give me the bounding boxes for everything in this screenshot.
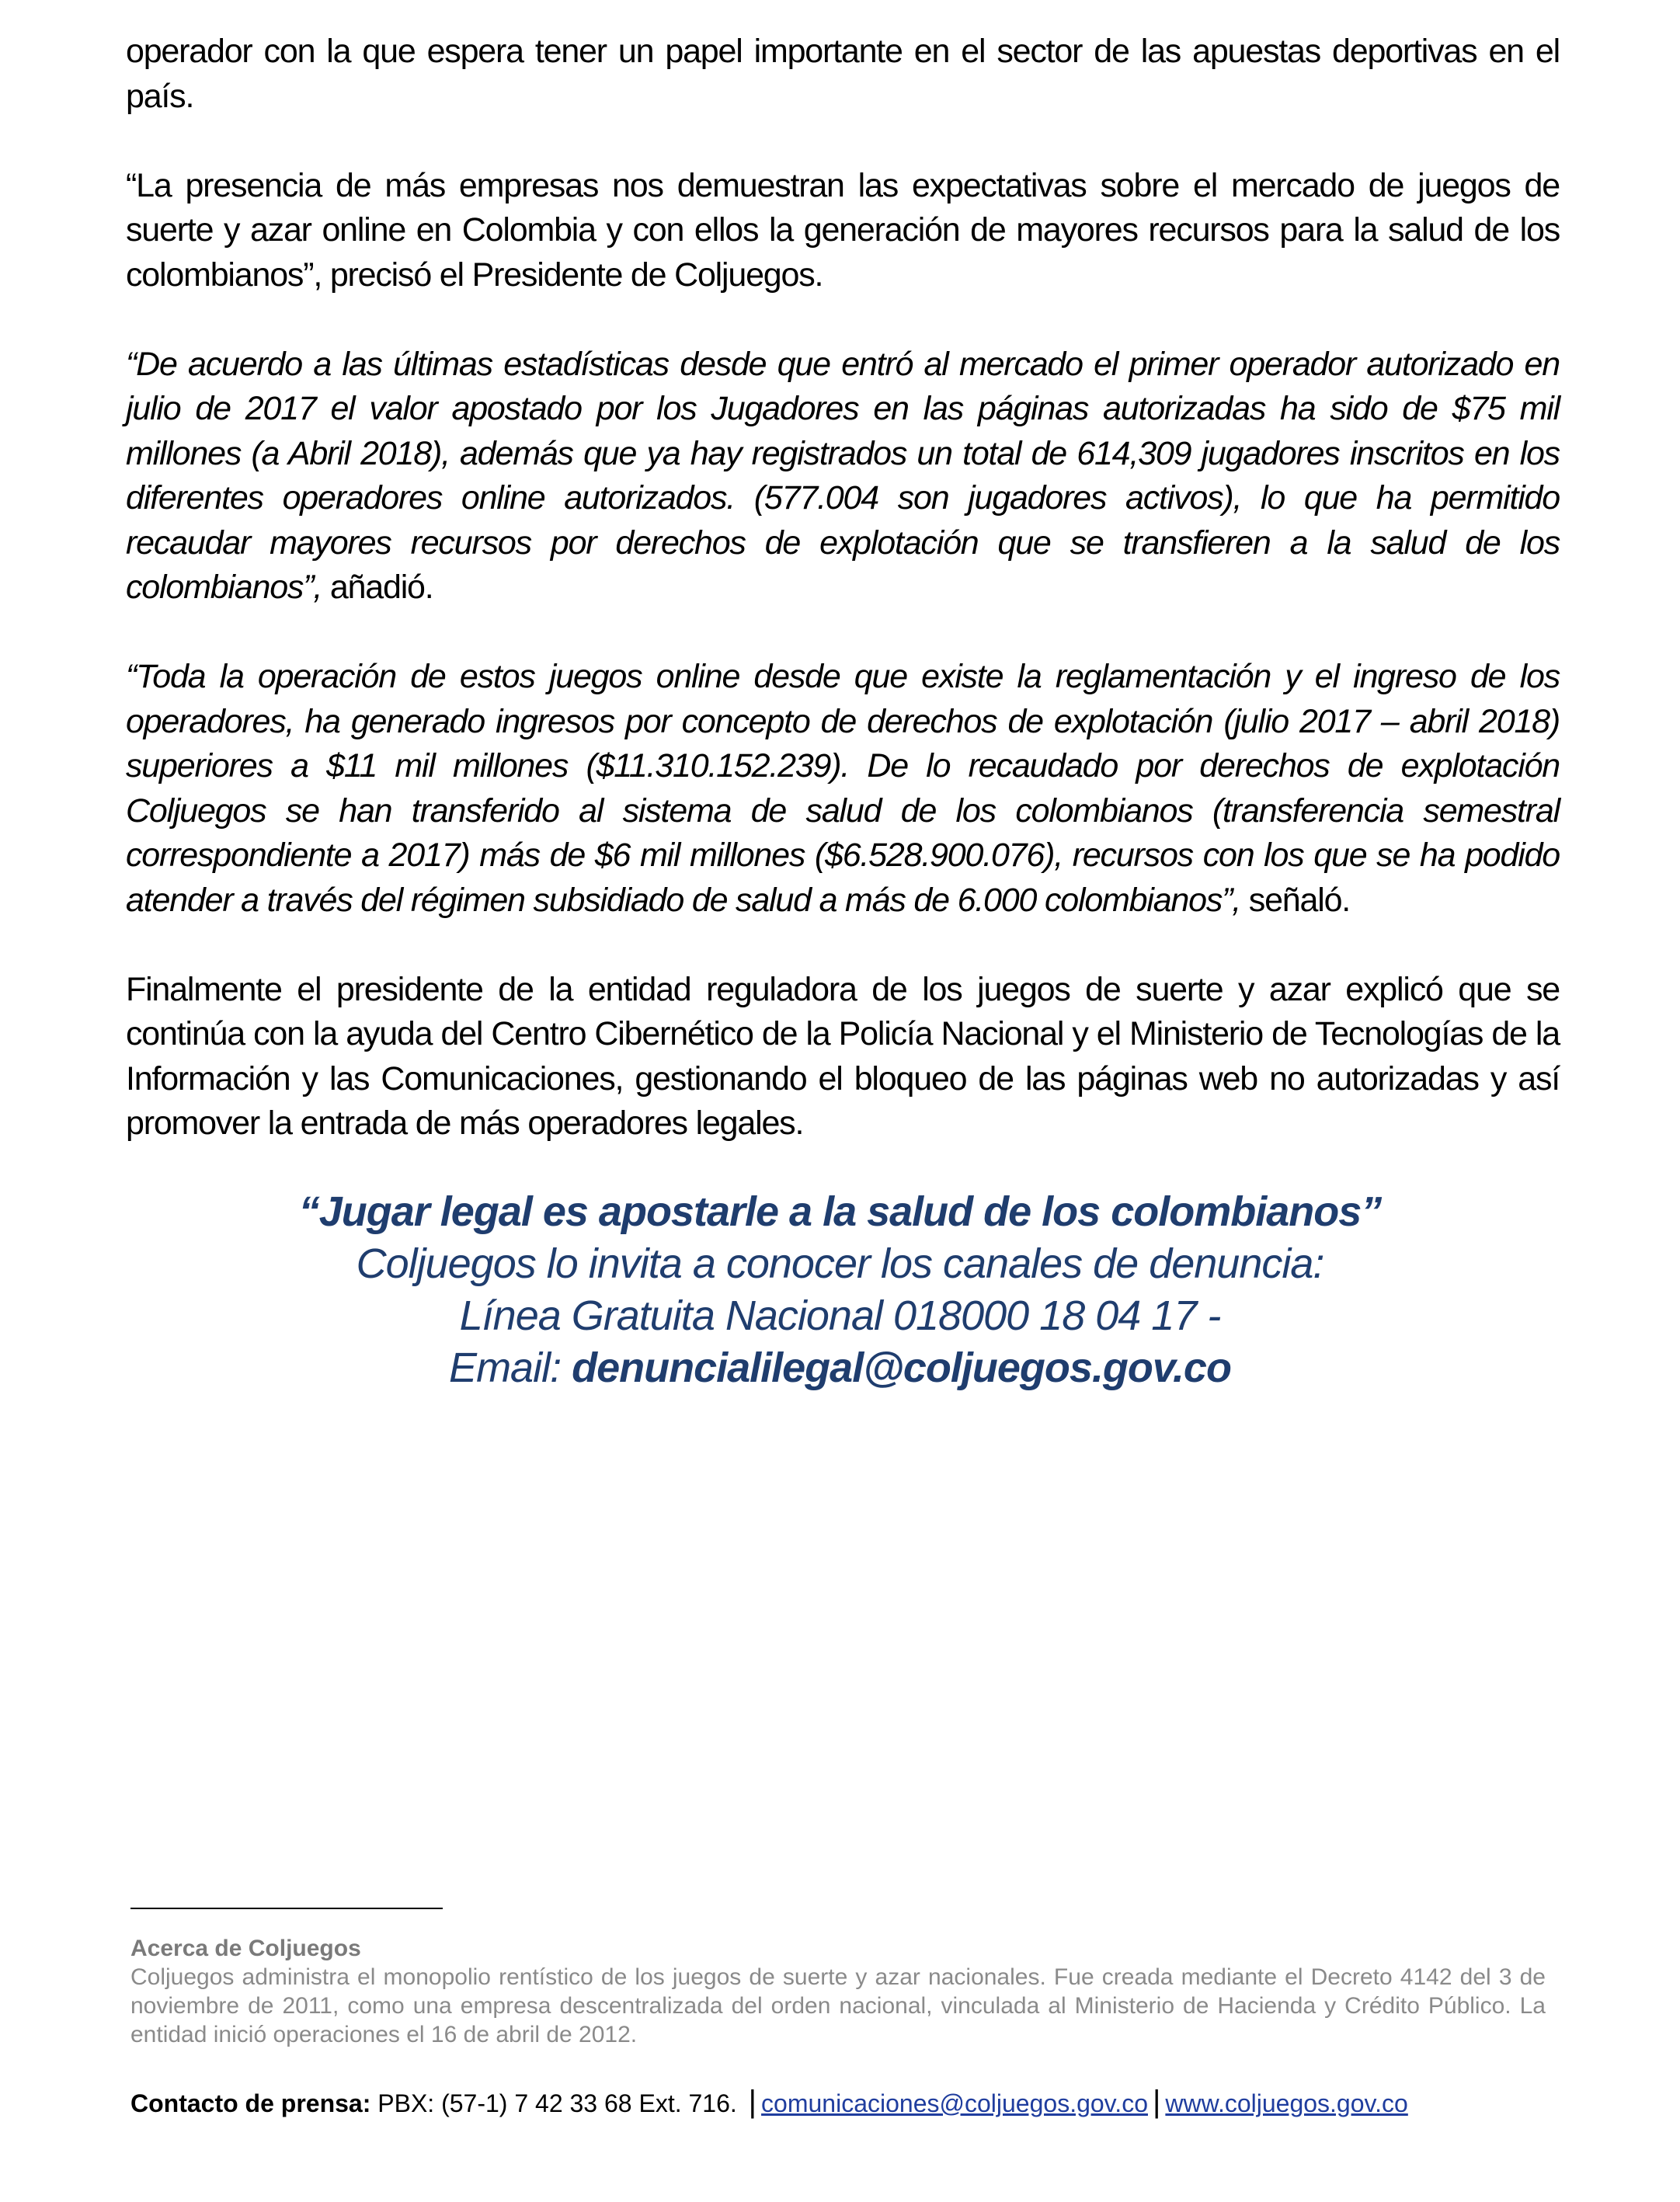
slogan-email-label: Email: bbox=[449, 1345, 572, 1391]
slogan-invitation: Coljuegos lo invita a conocer los canales de denuncia: bbox=[356, 1240, 1324, 1287]
contact-phone: PBX: (57-1) 7 42 33 68 Ext. 716. bbox=[370, 2089, 744, 2117]
paragraph-4-quote: “Toda la operación de estos juegos online desde que existe la reglamentación y el ingreso de los operadores, ha generado ingresos por concepto de derechos de explotación (julio 2017 – abril 2018) superiores a $11 mil millones ($11.310.152.239). De lo recaudado por derechos de explotación Coljuegos se han transferido al sistema de salud de los colombianos (transferencia semestral correspondiente a 2017) más de $6 mil millones ($6.528.900.076), recursos con los que se ha podido atender a través del régimen subsidiado de salud a más de 6.000 colombianos”, bbox=[126, 658, 1560, 919]
paragraph-3 bbox=[126, 343, 1560, 611]
paragraph-4 bbox=[126, 655, 1560, 923]
paragraph-2: “La presencia de más empresas nos demuestran las expectativas sobre el mercado de juegos de suerte y azar online en Colombia y con ellos la generación de mayores recursos para la salud de los colombianos”, precisó el Presidente de Coljuegos. bbox=[126, 166, 1560, 294]
slogan-email[interactable]: denuncialilegal@coljuegos.gov.co bbox=[572, 1345, 1231, 1391]
paragraph-4-tail: señaló. bbox=[1240, 881, 1351, 919]
slogan-hotline: Línea Gratuita Nacional 018000 18 04 17 - bbox=[459, 1292, 1221, 1339]
footer-divider bbox=[130, 1908, 443, 1909]
contact-separator-1: | bbox=[748, 2085, 757, 2119]
press-contact bbox=[130, 2086, 1606, 2119]
slogan-headline: “Jugar legal es apostarle a la salud de los colombianos” bbox=[298, 1188, 1382, 1235]
paragraph-1: operador con la que espera tener un papel importante en el sector de las apuestas deportivas en el país. bbox=[126, 33, 1560, 115]
document-body bbox=[126, 30, 1560, 1191]
about-section bbox=[130, 1934, 1546, 2049]
contact-separator-2: | bbox=[1152, 2085, 1161, 2119]
about-text: Coljuegos administra el monopolio rentístico de los juegos de suerte y azar nacionales. Fue creada mediante el Decreto 4142 del 3 de noviembre de 2011, como una empresa descentralizada del orden nacional, vinculada al Ministerio de Hacienda y Crédito Público. La entidad inició operaciones el 16 de abril de 2012. bbox=[130, 1964, 1546, 2047]
contact-email-link[interactable]: comunicaciones@coljuegos.gov.co bbox=[761, 2089, 1148, 2117]
contact-website-link[interactable]: www.coljuegos.gov.co bbox=[1165, 2089, 1408, 2117]
paragraph-3-tail: añadió. bbox=[322, 569, 433, 606]
paragraph-3-quote: “De acuerdo a las últimas estadísticas desde que entró al mercado el primer operador autorizado en julio de 2017 el valor apostado por los Jugadores en las páginas autorizadas ha sido de $75 mil millones (a Abril 2018), además que ya hay registrados un total de 614,309 jugadores inscritos en los diferentes operadores online autorizados. (577.004 son jugadores activos), lo que ha permitido recaudar mayores recursos por derechos de explotación que se transfieren a la salud de los colombianos”, bbox=[126, 345, 1560, 606]
slogan-email-line bbox=[0, 1342, 1680, 1394]
paragraph-5: Finalmente el presidente de la entidad reguladora de los juegos de suerte y azar explicó que se continúa con la ayuda del Centro Cibernético de la Policía Nacional y el Ministerio de Tecnologías de la Información y las Comunicaciones, gestionando el bloqueo de las páginas web no autorizadas y así promover la entrada de más operadores legales. bbox=[126, 970, 1560, 1142]
contact-label: Contacto de prensa: bbox=[130, 2089, 371, 2117]
about-title: Acerca de Coljuegos bbox=[130, 1936, 361, 1961]
slogan-block bbox=[0, 1186, 1680, 1394]
